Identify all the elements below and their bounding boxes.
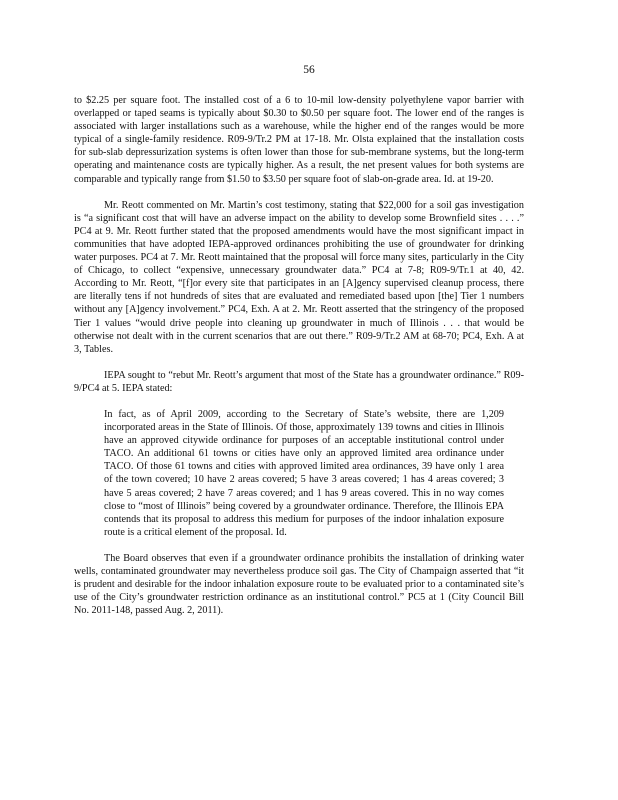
paragraph-reott-comments: Mr. Reott commented on Mr. Martin’s cost testimony, stating that $22,000 for a soil gas investigation is “a significant cost that will have an adverse impact on the ability to develop some Brownfield sites . . . .” PC4 at 9. Mr. Reott further stated that the proposed amendments would have the most significant impact in communities that have adopted IEPA-approved ordinances prohibiting the use of groundwater for drinking water purposes. PC4 at 7. Mr. Reott maintained that the proposal will force many sites, particularly in the City of Chicago, to collect “expensive, unnecessary groundwater data.” PC4 at 7-8; R09-9/Tr.1 at 40, 42. According to Mr. Reott, “[f]or every site that participates in an [A]gency supervised cleanup process, there are literally tens if not hundreds of sites that are evaluated and remediated based upon [the] Tier 1 numbers without any [A]gency involvement.” PC4, Exh. A at 2. Mr. Reott asserted that the stringency of the proposed Tier 1 values “would drive people into cleaning up groundwater in much of Illinois . . . that would be otherwise not dealt with in the current scenarios that are out there.” R09-9/Tr.2 AM at 68-70; PC4, Exh. A at 3, Tables. — [74, 199, 524, 355]
page-number: 56 — [303, 64, 315, 76]
block-quote-iepa: In fact, as of April 2009, according to the Secretary of State’s website, there are 1,209 incorporated areas in the State of Illinois. Of those, approximately 139 towns and cities in Illinois have an approved citywide ordinance for purposes of an acceptable institutional control under TACO. An additional 61 towns or cities have only an approved limited area ordinance under TACO. Of those 61 towns and cities with approved limited area ordinances, 39 have only 1 area of the town covered; 10 have 2 areas covered; 5 have 3 areas covered; 1 has 4 areas covered; 3 have 5 areas covered; 2 have 7 areas covered; and 1 has 9 areas covered. This in no way comes close to “most of Illinois” being covered by a groundwater ordinance. Therefore, the Illinois EPA contends that its proposal to address this medium for purposes of the indoor inhalation exposure route is a critical element of the proposal. Id. — [104, 408, 504, 538]
body-text — [74, 94, 524, 617]
paragraph-cost-testimony: to $2.25 per square foot. The installed cost of a 6 to 10-mil low-density polyethylene vapor barrier with overlapped or taped seams is typically about $0.30 to $0.50 per square foot. The lower end of the ranges is associated with larger installations such as a warehouse, while the higher end of the ranges would be more typical of a single-family residence. R09-9/Tr.2 PM at 17-18. Mr. Olsta explained that the installation costs for sub-slab depressurization systems is often lower than those for sub-membrane systems, but the long-term operating and maintenance costs are typically higher. As a result, the net present values for both systems are comparable and typically range from $1.50 to $3.50 per square foot of slab-on-grade area. Id. at 19-20. — [74, 95, 524, 185]
paragraph-board-observation: The Board observes that even if a groundwater ordinance prohibits the installation of drinking water wells, contaminated groundwater may nevertheless produce soil gas. The City of Champaign asserted that “it is prudent and desirable for the indoor inhalation exposure route to be evaluated prior to a contaminated site’s use of the City’s groundwater restriction ordinance as an institutional control.” PC5 at 1 (City Council Bill No. 2011-148, passed Aug. 2, 2011). — [74, 552, 524, 617]
paragraph-iepa-rebuttal: IEPA sought to “rebut Mr. Reott’s argument that most of the State has a groundwater ordinance.” R09-9/PC4 at 5. IEPA stated: — [74, 369, 524, 394]
